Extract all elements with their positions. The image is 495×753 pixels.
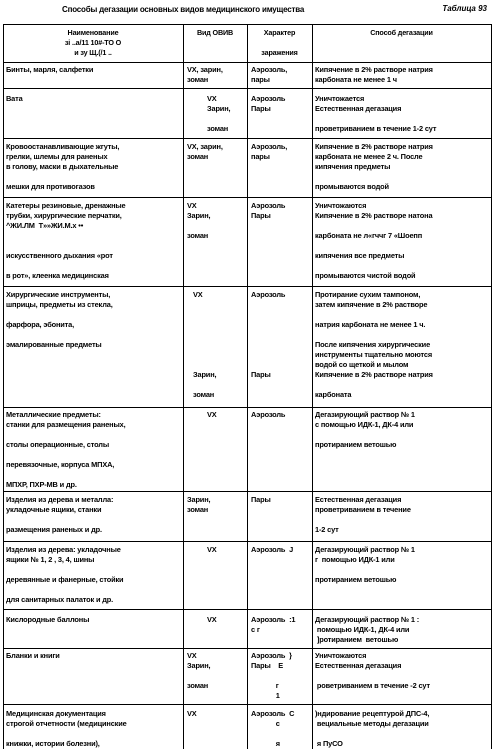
cell-method: Дегазирующий раствор № 1 г помощью ИДК-1 или протиранием ветошью: [315, 545, 415, 584]
cell-method: Кипячение в 2% растворе натрия карбоната не менее 1 ч: [315, 65, 433, 84]
cell-agent: VX: [207, 410, 217, 419]
cell-item-name: Изделия из дерева и металла: укладочные ящики, станки размещения раненых и др.: [6, 495, 114, 534]
cell-agent: VX: [207, 545, 217, 554]
col-header-kind: Характер заражения: [261, 28, 298, 57]
cell-item-name: Кислородные баллоны: [6, 615, 90, 624]
rule-col: [3, 24, 4, 749]
col-header-name: Наименование зі ..а/11 10#-ТО О и зу Щ.(/1 ..: [64, 28, 122, 57]
cell-agent: Зарин, зоман: [187, 495, 211, 514]
cell-method: Дегазирующий раствор № 1 с помощью ИДК-1, ДК-4 или протиранием ветошью: [315, 410, 415, 449]
col-header-agent: Вид ОВИВ: [196, 28, 234, 37]
cell-agent: VX Зарин, зоман: [207, 94, 231, 133]
cell-item-name: Изделия из дерева: укладочные ящики № 1, 2 , 3, 4, шины деревянные и фанерные, стойки для санитарных палаток и др.: [6, 545, 124, 604]
cell-method: Естественная дегазация проветриванием в течение 1-2 сут: [315, 495, 411, 534]
cell-agent: VX Зарин, зоман: [193, 290, 217, 399]
decontamination-table: [3, 24, 492, 749]
cell-contamination: Аэрозоль Пары: [251, 290, 286, 379]
cell-contamination: Аэрозоль, пары: [251, 65, 288, 84]
cell-agent: VX Зарин, зоман: [187, 201, 211, 240]
cell-contamination: Пары: [251, 495, 271, 504]
cell-contamination: Аэрозоль :1 с г: [251, 615, 296, 634]
rule-col: [491, 24, 492, 749]
cell-method: Дегазирующий раствор № 1 : помощью ИДК-1, ДК-4 или ]ротиранием ветошью: [315, 615, 420, 644]
cell-contamination: Аэрозоль, пары: [251, 142, 288, 161]
cell-agent: VX, зарин, зоман: [187, 65, 223, 84]
cell-contamination: Аэрозоль Пары: [251, 201, 286, 220]
cell-agent: VX Зарин, зоман: [187, 651, 211, 690]
cell-method: )ндирование рецептурой ДПС-4, вециальные методы дегазации я ПуСО: [315, 709, 430, 748]
cell-method: Протирание сухим тампоном, затем кипячение в 2% растворе натрия карбоната не менее 1 ч. После кипячения хирургические инструменты тщательно моются водой со щеткой и мылом Кипячение в 2% растворе натрия карбоната: [315, 290, 433, 399]
table-number: Таблица 93: [442, 4, 487, 13]
cell-agent: VX: [207, 615, 217, 624]
cell-item-name: Кровоостанавливающие жгуты, грелки, шлемы для раненых в голову, маски в дыхательные мешки для противогазов: [6, 142, 120, 191]
rule-col: [183, 24, 184, 749]
cell-method: Уничтожается Естественная дегазация проветриванием в течение 1-2 сут: [315, 94, 437, 133]
cell-contamination: Аэрозоль J: [251, 545, 294, 554]
table-title: Способы дегазации основных видов медицинского имущества: [62, 5, 305, 14]
cell-contamination: Аэрозоль С с я: [251, 709, 295, 748]
cell-item-name: Бинты, марля, салфетки: [6, 65, 94, 74]
cell-agent: VX: [187, 709, 197, 718]
cell-item-name: Катетеры резиновые, дренажные трубки, хирургические перчатки, ^ЖИ.ЛМ Т»»ЖИ.М.х •• искусственного дыхания «рот в рот», клеенка медицинская: [6, 201, 126, 280]
cell-item-name: Медицинская документация строгой отчетности (медицинские книжки, истории болезни),: [6, 709, 127, 748]
cell-contamination: Аэрозоль Пары: [251, 94, 286, 113]
cell-method: Уничтожаются Естественная дегазация роветриванием в течение -2 сут: [315, 651, 430, 690]
table-header-bar: [0, 0, 495, 22]
cell-method: Кипячение в 2% растворе натрия карбоната не менее 2 ч. После кипячения предметы промываются водой: [315, 142, 433, 191]
cell-contamination: Аэрозоль: [251, 410, 286, 419]
cell-item-name: Бланки и книги: [6, 651, 60, 660]
rule-col: [247, 24, 248, 749]
cell-item-name: Металлические предметы: станки для размещения раненых, столы операционные, столы перевязочные, корпуса МПХА, МПХР, ПХР-МВ и др.: [6, 410, 126, 489]
cell-agent: VX, зарин, зоман: [187, 142, 223, 161]
cell-item-name: Хирургические инструменты, шприцы, предметы из стекла, фарфора, эбонита, эмалированные предметы: [6, 290, 113, 349]
cell-contamination: Аэрозоль } Пары Е г 1: [251, 651, 292, 700]
cell-item-name: Вата: [6, 94, 23, 103]
col-header-method: Способ дегазации: [370, 28, 433, 37]
rule-col: [312, 24, 313, 749]
cell-method: Уничтожаются Кипячение в 2% растворе натона карбоната не л«гччг 7 «Шоепп кипячения все предметы промываются чистой водой: [315, 201, 433, 280]
